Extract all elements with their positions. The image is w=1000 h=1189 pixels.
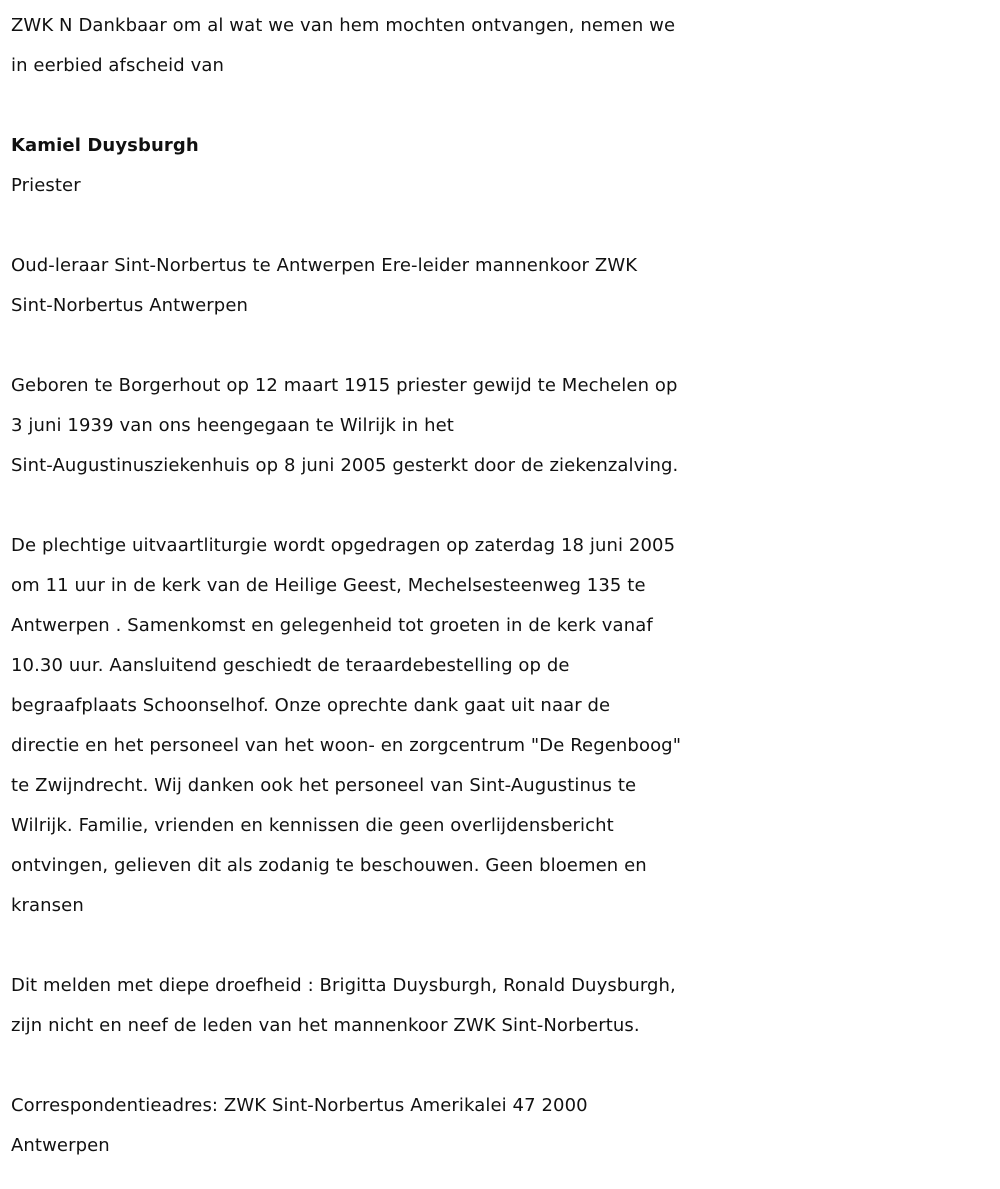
intro-line: in eerbied afscheid van [11,55,224,76]
paragraph-spacer [11,1046,997,1086]
family-line: Dit melden met diepe droefheid : Brigitta Duysburgh, Ronald Duysburgh, [11,975,676,996]
correspondence-line: Correspondentieadres: ZWK Sint-Norbertus Amerikalei 47 2000 [11,1095,588,1116]
roles-line: Oud-leraar Sint-Norbertus te Antwerpen Ere-leider mannenkoor ZWK [11,255,638,276]
funeral-line: Antwerpen . Samenkomst en gelegenheid tot groeten in de kerk vanaf [11,615,653,636]
funeral-line: 10.30 uur. Aansluitend geschiedt de teraardebestelling op de [11,655,570,676]
life-line: Sint-Augustinusziekenhuis op 8 juni 2005 gesterkt door de ziekenzalving. [11,455,679,476]
paragraph-spacer [11,86,997,126]
paragraph-spacer [11,486,997,526]
life-paragraph [11,366,997,486]
roles-paragraph [11,246,997,326]
life-line: Geboren te Borgerhout op 12 maart 1915 priester gewijd te Mechelen op [11,375,678,396]
funeral-line: Wilrijk. Familie, vrienden en kennissen die geen overlijdensbericht [11,815,614,836]
paragraph-spacer [11,206,997,246]
deceased-name: Kamiel Duysburgh [11,135,199,156]
funeral-line: te Zwijndrecht. Wij danken ook het personeel van Sint-Augustinus te [11,775,637,796]
roles-line: Sint-Norbertus Antwerpen [11,295,249,316]
family-paragraph [11,966,997,1046]
deceased-header [11,126,997,206]
funeral-line: begraafplaats Schoonselhof. Onze oprechte dank gaat uit naar de [11,695,611,716]
family-line: zijn nicht en neef de leden van het mannenkoor ZWK Sint-Norbertus. [11,1015,640,1036]
funeral-paragraph [11,526,997,926]
funeral-line: ontvingen, gelieven dit als zodanig te beschouwen. Geen bloemen en [11,855,647,876]
paragraph-spacer [11,926,997,966]
intro-paragraph [11,6,997,86]
funeral-line: directie en het personeel van het woon- en zorgcentrum "De Regenboog" [11,735,682,756]
obituary-document [11,6,997,1166]
intro-line: ZWK N Dankbaar om al wat we van hem mochten ontvangen, nemen we [11,15,676,36]
life-line: 3 juni 1939 van ons heengegaan te Wilrijk in het [11,415,454,436]
paragraph-spacer [11,326,997,366]
funeral-line: De plechtige uitvaartliturgie wordt opgedragen op zaterdag 18 juni 2005 [11,535,676,556]
deceased-title: Priester [11,175,81,196]
funeral-line: om 11 uur in de kerk van de Heilige Geest, Mechelsesteenweg 135 te [11,575,646,596]
correspondence-paragraph [11,1086,997,1166]
funeral-line: kransen [11,895,84,916]
correspondence-line: Antwerpen [11,1135,110,1156]
